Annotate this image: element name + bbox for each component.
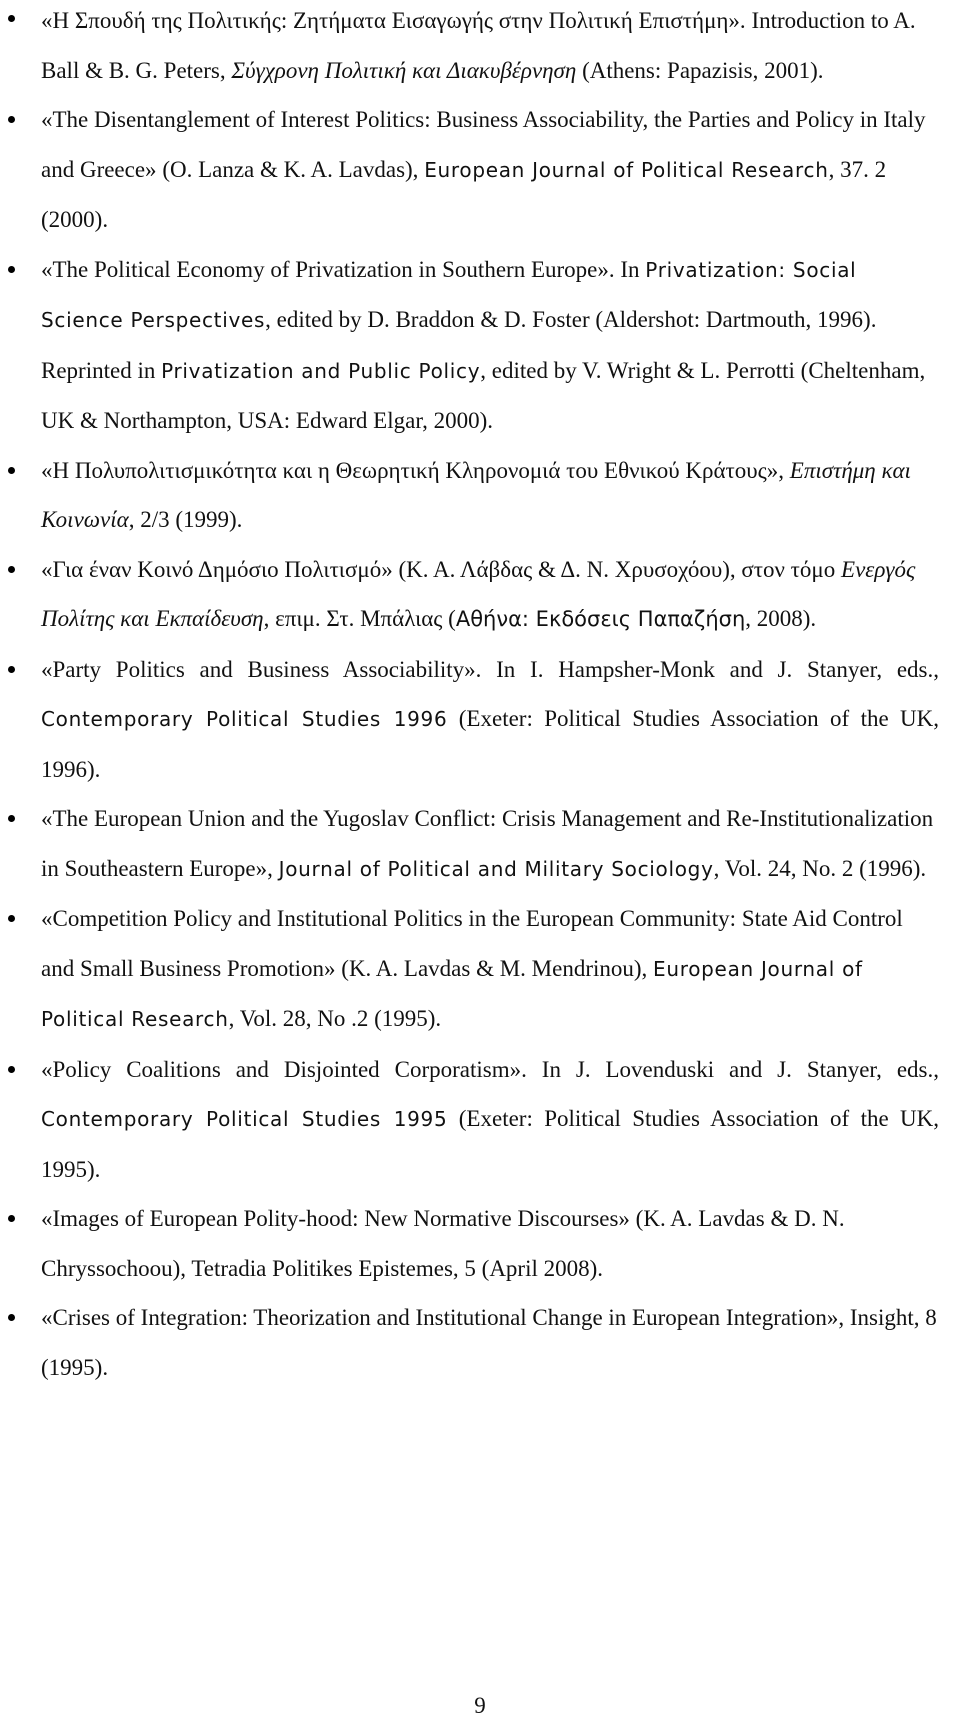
list-item: «Crises of Integration: Theorization and Institutional Change in European Integration», Insight, 8 (1995). [41,1293,939,1392]
list-item: «The European Union and the Yugoslav Conflict: Crisis Management and Re-Institutionalization in Southeastern Europe», Journal of Political and Military Sociology, Vol. 24, No. 2 (1996). [41,794,939,894]
book-title: Contemporary Political Studies 1996 [41,707,448,731]
bibliography-list [41,0,939,1392]
list-item: «Η Σπουδή της Πολιτικής: Ζητήματα Εισαγωγής στην Πολιτική Επιστήμη». Introduction to A. Ball & B. G. Peters, Σύγχρονη Πολιτική και Διακυβέρνηση (Athens: Papazisis, 2001). [41,0,939,95]
book-title: Σύγχρονη Πολιτική και Διακυβέρνηση [231,57,577,83]
list-item: «Images of European Polity-hood: New Normative Discourses» (K. A. Lavdas & D. N. Chryssochoou), Tetradia Politikes Epistemes, 5 (April 2008). [41,1194,939,1293]
page-number: 9 [474,1693,486,1718]
book-title: Privatization: Social Science Perspectives [41,257,857,332]
journal-title: Επιστήμη και Κοινωνία [41,457,911,532]
book-title: Ενεργός Πολίτης και Εκπαίδευση [41,556,916,631]
journal-title: European Journal of Political Research [424,157,829,182]
list-item: «Η Πολυπολιτισμικότητα και η Θεωρητική Κληρονομιά του Εθνικού Κράτους», Επιστήμη και Κοινωνία, 2/3 (1999). [41,446,939,545]
publisher: Αθήνα: Εκδόσεις Παπαζήση [455,607,746,631]
list-item: «Για έναν Κοινό Δημόσιο Πολιτισμό» (Κ. Α. Λάβδας & Δ. Ν. Χρυσοχόου), στον τόμο Ενεργός Πολίτης και Εκπαίδευση, επιμ. Στ. Μπάλιας (Αθήνα: Εκδόσεις Παπαζήση, 2008). [41,545,939,645]
journal-title: European Journal of Political Research [41,956,863,1031]
list-item: «The Political Economy of Privatization in Southern Europe». In Privatization: Social Science Perspectives, edited by D. Braddon & D. Foster (Aldershot: Dartmouth, 1996). Reprinted in Privatization and Public Policy, edited by V. Wright & L. Perrotti (Cheltenham, UK & Northampton, USA: Edward Elgar, 2000). [41,245,939,446]
journal-title: Journal of Political and Military Sociology [278,856,714,881]
list-item: «The Disentanglement of Interest Politics: Business Associability, the Parties and Policy in Italy and Greece» (O. Lanza & K. A. Lavdas), European Journal of Political Research, 37. 2 (2000). [41,95,939,245]
list-item: «Policy Coalitions and Disjointed Corporatism». In J. Lovenduski and J. Stanyer, eds., Contemporary Political Studies 1995 (Exeter: Political Studies Association of the UK, 1995). [41,1045,939,1195]
list-item: «Competition Policy and Institutional Politics in the European Community: State Aid Control and Small Business Promotion» (K. A. Lavdas & M. Mendrinou), European Journal of Political Research, Vol. 28, No .2 (1995). [41,894,939,1045]
book-title: Contemporary Political Studies 1995 [41,1107,448,1131]
list-item: «Party Politics and Business Associability». In I. Hampsher-Monk and J. Stanyer, eds., Contemporary Political Studies 1996 (Exeter: Political Studies Association of the UK, 1996). [41,645,939,795]
book-title: Privatization and Public Policy [161,358,481,383]
